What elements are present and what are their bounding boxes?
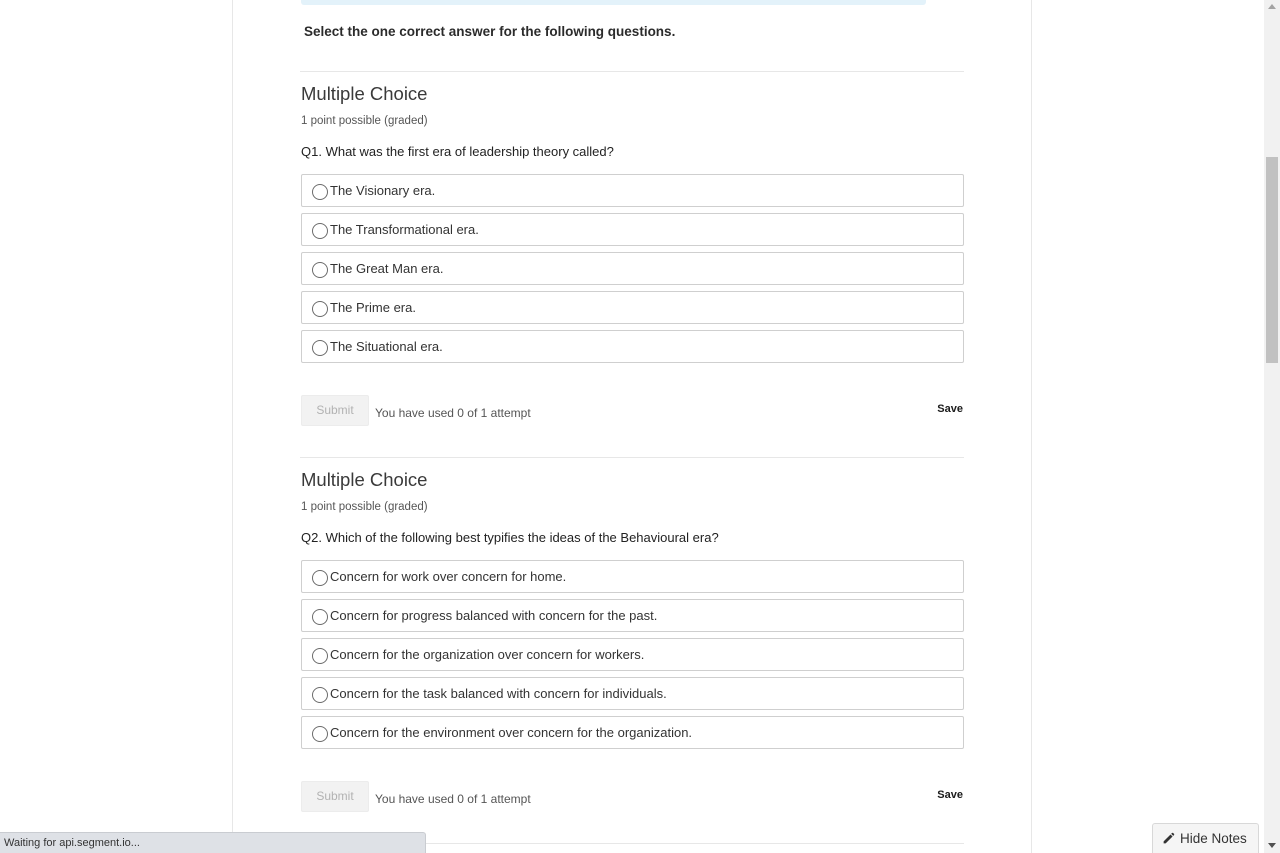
problem-points: 1 point possible (graded) bbox=[301, 115, 428, 127]
problem-points: 1 point possible (graded) bbox=[301, 501, 428, 513]
problem-actions bbox=[301, 395, 964, 427]
choice-label: The Visionary era. bbox=[330, 183, 436, 198]
attempts-text: You have used 0 of 1 attempt bbox=[375, 792, 531, 806]
scroll-down-icon[interactable] bbox=[1268, 843, 1276, 848]
choice-label: The Great Man era. bbox=[330, 261, 444, 276]
divider bbox=[300, 457, 964, 458]
radio-button[interactable] bbox=[312, 262, 328, 278]
choice-label: Concern for progress balanced with concern for the past. bbox=[330, 608, 658, 623]
radio-button[interactable] bbox=[312, 648, 328, 664]
choice-option[interactable] bbox=[301, 174, 964, 207]
radio-button[interactable] bbox=[312, 223, 328, 239]
choice-list bbox=[301, 560, 964, 749]
question-text: Q1. What was the first era of leadership theory called? bbox=[301, 144, 614, 159]
radio-button[interactable] bbox=[312, 609, 328, 625]
scroll-up-icon[interactable] bbox=[1268, 4, 1276, 9]
question-text: Q2. Which of the following best typifies the ideas of the Behavioural era? bbox=[301, 530, 719, 545]
radio-button[interactable] bbox=[312, 570, 328, 586]
hide-notes-button[interactable] bbox=[1152, 823, 1259, 853]
submit-button[interactable]: Submit bbox=[301, 781, 369, 812]
choice-label: Concern for work over concern for home. bbox=[330, 569, 567, 584]
choice-option[interactable] bbox=[301, 213, 964, 246]
choice-option[interactable] bbox=[301, 291, 964, 324]
choice-label: Concern for the environment over concern for the organization. bbox=[330, 725, 693, 740]
choice-option[interactable] bbox=[301, 599, 964, 632]
attempts-text: You have used 0 of 1 attempt bbox=[375, 406, 531, 420]
problem-1 bbox=[301, 81, 964, 427]
save-button[interactable]: Save bbox=[937, 403, 963, 415]
choice-label: The Prime era. bbox=[330, 300, 416, 315]
top-banner bbox=[301, 0, 926, 5]
hide-notes-label: Hide Notes bbox=[1180, 831, 1247, 846]
choice-option[interactable] bbox=[301, 716, 964, 749]
choice-option[interactable] bbox=[301, 252, 964, 285]
choice-option[interactable] bbox=[301, 330, 964, 363]
problem-title: Multiple Choice bbox=[301, 469, 428, 490]
browser-status-bar: Waiting for api.segment.io... bbox=[0, 832, 426, 853]
choice-option[interactable] bbox=[301, 560, 964, 593]
save-button[interactable]: Save bbox=[937, 789, 963, 801]
problem-title: Multiple Choice bbox=[301, 83, 428, 104]
choice-option[interactable] bbox=[301, 638, 964, 671]
radio-button[interactable] bbox=[312, 340, 328, 356]
instructions-text: Select the one correct answer for the following questions. bbox=[304, 24, 676, 39]
submit-button[interactable]: Submit bbox=[301, 395, 369, 426]
choice-list bbox=[301, 174, 964, 363]
radio-button[interactable] bbox=[312, 184, 328, 200]
pencil-icon bbox=[1162, 832, 1175, 845]
scrollbar[interactable] bbox=[1264, 0, 1280, 853]
radio-button[interactable] bbox=[312, 301, 328, 317]
radio-button[interactable] bbox=[312, 687, 328, 703]
choice-label: The Transformational era. bbox=[330, 222, 479, 237]
divider bbox=[300, 71, 964, 72]
radio-button[interactable] bbox=[312, 726, 328, 742]
choice-label: Concern for the task balanced with concern for individuals. bbox=[330, 686, 667, 701]
problem-2 bbox=[301, 467, 964, 813]
problem-actions bbox=[301, 781, 964, 813]
choice-option[interactable] bbox=[301, 677, 964, 710]
choice-label: Concern for the organization over concern for workers. bbox=[330, 647, 645, 662]
choice-label: The Situational era. bbox=[330, 339, 443, 354]
scroll-thumb[interactable] bbox=[1266, 157, 1278, 363]
